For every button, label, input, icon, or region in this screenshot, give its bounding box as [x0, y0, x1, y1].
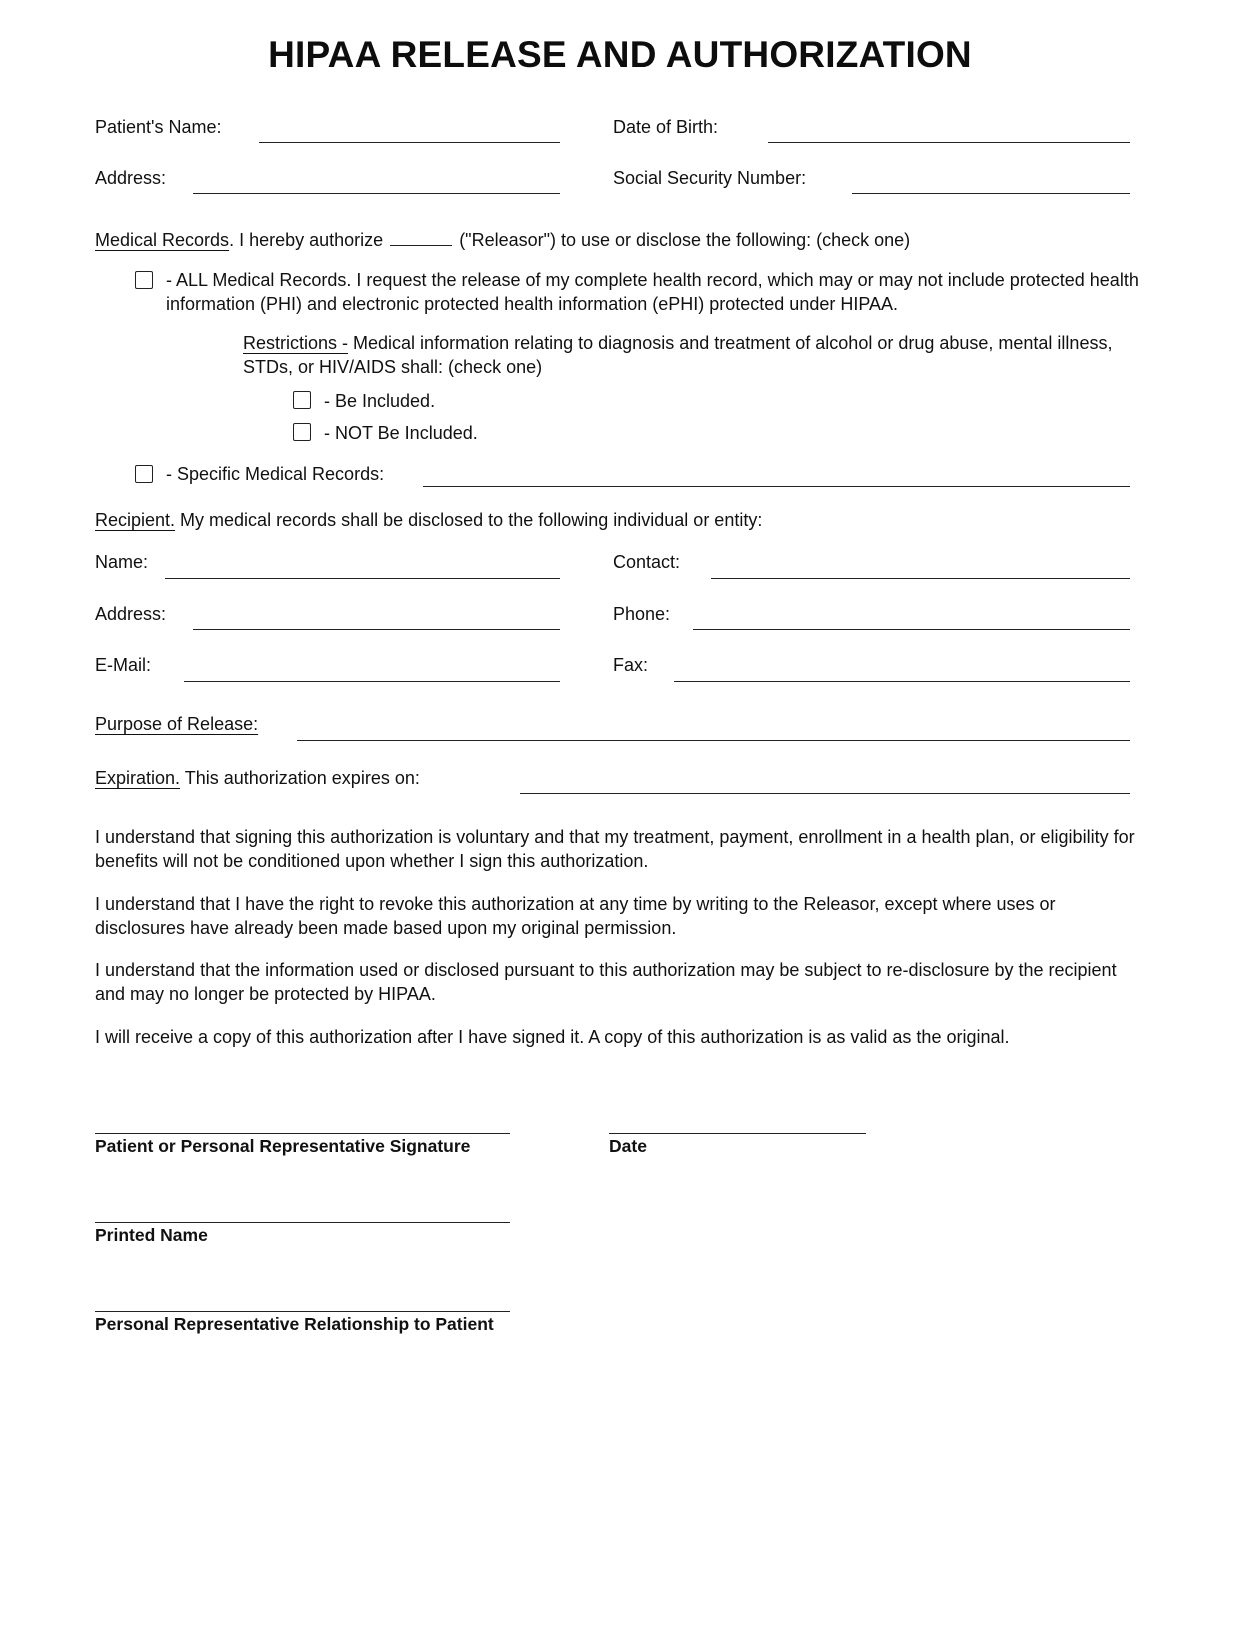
- relationship-line[interactable]: [95, 1311, 510, 1312]
- recipient-address-label: Address:: [95, 604, 167, 624]
- purpose-of-release-label: Purpose of Release:: [95, 714, 259, 734]
- ssn-field[interactable]: [852, 193, 1130, 194]
- specific-records-checkbox[interactable]: [135, 465, 153, 483]
- medical-records-text-after: ("Releasor") to use or disclose the following: (check one): [459, 230, 911, 250]
- recipient-statement: [95, 509, 762, 531]
- statement-revoke: I understand that I have the right to revoke this authorization at any time by writing to the Releasor, except where uses or disclosures have already been made based upon my original permission.: [95, 894, 1056, 938]
- recipient-name-label: Name:: [95, 552, 149, 572]
- recipient-phone-label: Phone:: [613, 604, 671, 624]
- statement-copy: I will receive a copy of this authorization after I have signed it. A copy of this authorization is as valid as the original.: [95, 1027, 1010, 1047]
- printed-name-label: Printed Name: [95, 1225, 208, 1245]
- ssn-label: Social Security Number:: [613, 168, 807, 188]
- patient-address-label: Address:: [95, 168, 167, 188]
- recipient-contact-label: Contact:: [613, 552, 681, 572]
- patient-address-field[interactable]: [193, 193, 560, 194]
- all-records-checkbox[interactable]: [135, 271, 153, 289]
- relationship-label: Personal Representative Relationship to Patient: [95, 1314, 494, 1334]
- date-of-birth-field[interactable]: [768, 142, 1130, 143]
- releasor-blank-field[interactable]: [390, 229, 452, 246]
- recipient-email-label: E-Mail:: [95, 655, 152, 675]
- recipient-text: My medical records shall be disclosed to the following individual or entity:: [175, 510, 763, 530]
- signature-date-line[interactable]: [609, 1133, 866, 1134]
- date-of-birth-label: Date of Birth:: [613, 117, 719, 137]
- specific-records-label: - Specific Medical Records:: [166, 464, 385, 484]
- patient-name-field[interactable]: [259, 142, 560, 143]
- recipient-fax-label: Fax:: [613, 655, 649, 675]
- signature-date-label: Date: [609, 1136, 647, 1156]
- expiration-statement: [95, 767, 420, 789]
- purpose-of-release-field[interactable]: [297, 740, 1130, 741]
- not-be-included-label: - NOT Be Included.: [324, 423, 478, 443]
- expiration-date-field[interactable]: [520, 793, 1130, 794]
- specific-records-field[interactable]: [423, 486, 1130, 487]
- expiration-text: This authorization expires on:: [180, 768, 420, 788]
- be-included-label: - Be Included.: [324, 391, 436, 411]
- recipient-address-field[interactable]: [193, 629, 560, 630]
- medical-records-text-before: . I hereby authorize: [229, 230, 384, 250]
- recipient-email-field[interactable]: [184, 681, 560, 682]
- patient-name-label: Patient's Name:: [95, 117, 222, 137]
- medical-records-heading: Medical Records: [95, 230, 230, 250]
- recipient-contact-field[interactable]: [711, 578, 1130, 579]
- page-title: HIPAA RELEASE AND AUTHORIZATION: [268, 34, 972, 75]
- expiration-heading: Expiration.: [95, 768, 181, 788]
- all-records-option-text: - ALL Medical Records. I request the release of my complete health record, which may or may not include protected health information (PHI) and electronic protected health information (ePHI) protected under HIPAA.: [166, 270, 1139, 314]
- recipient-phone-field[interactable]: [693, 629, 1130, 630]
- restrictions-heading: Restrictions -: [243, 333, 349, 353]
- restrictions-text: Medical information relating to diagnosis and treatment of alcohol or drug abuse, mental illness, STDs, or HIV/AIDS shall: (check one): [243, 333, 1113, 377]
- not-be-included-checkbox[interactable]: [293, 423, 311, 441]
- printed-name-line[interactable]: [95, 1222, 510, 1223]
- statement-redisclosure: I understand that the information used or disclosed pursuant to this authorization may be subject to re-disclosure by the recipient and may no longer be protected by HIPAA.: [95, 960, 1117, 1004]
- signature-line[interactable]: [95, 1133, 510, 1134]
- recipient-fax-field[interactable]: [674, 681, 1130, 682]
- signature-label: Patient or Personal Representative Signature: [95, 1136, 471, 1156]
- be-included-checkbox[interactable]: [293, 391, 311, 409]
- medical-records-statement: [95, 229, 910, 251]
- restrictions-paragraph: [243, 331, 1133, 379]
- recipient-heading: Recipient.: [95, 510, 176, 530]
- recipient-name-field[interactable]: [165, 578, 560, 579]
- statement-voluntary: I understand that signing this authorization is voluntary and that my treatment, payment, enrollment in a health plan, or eligibility for benefits will not be conditioned upon whether I sign this authorization.: [95, 827, 1135, 871]
